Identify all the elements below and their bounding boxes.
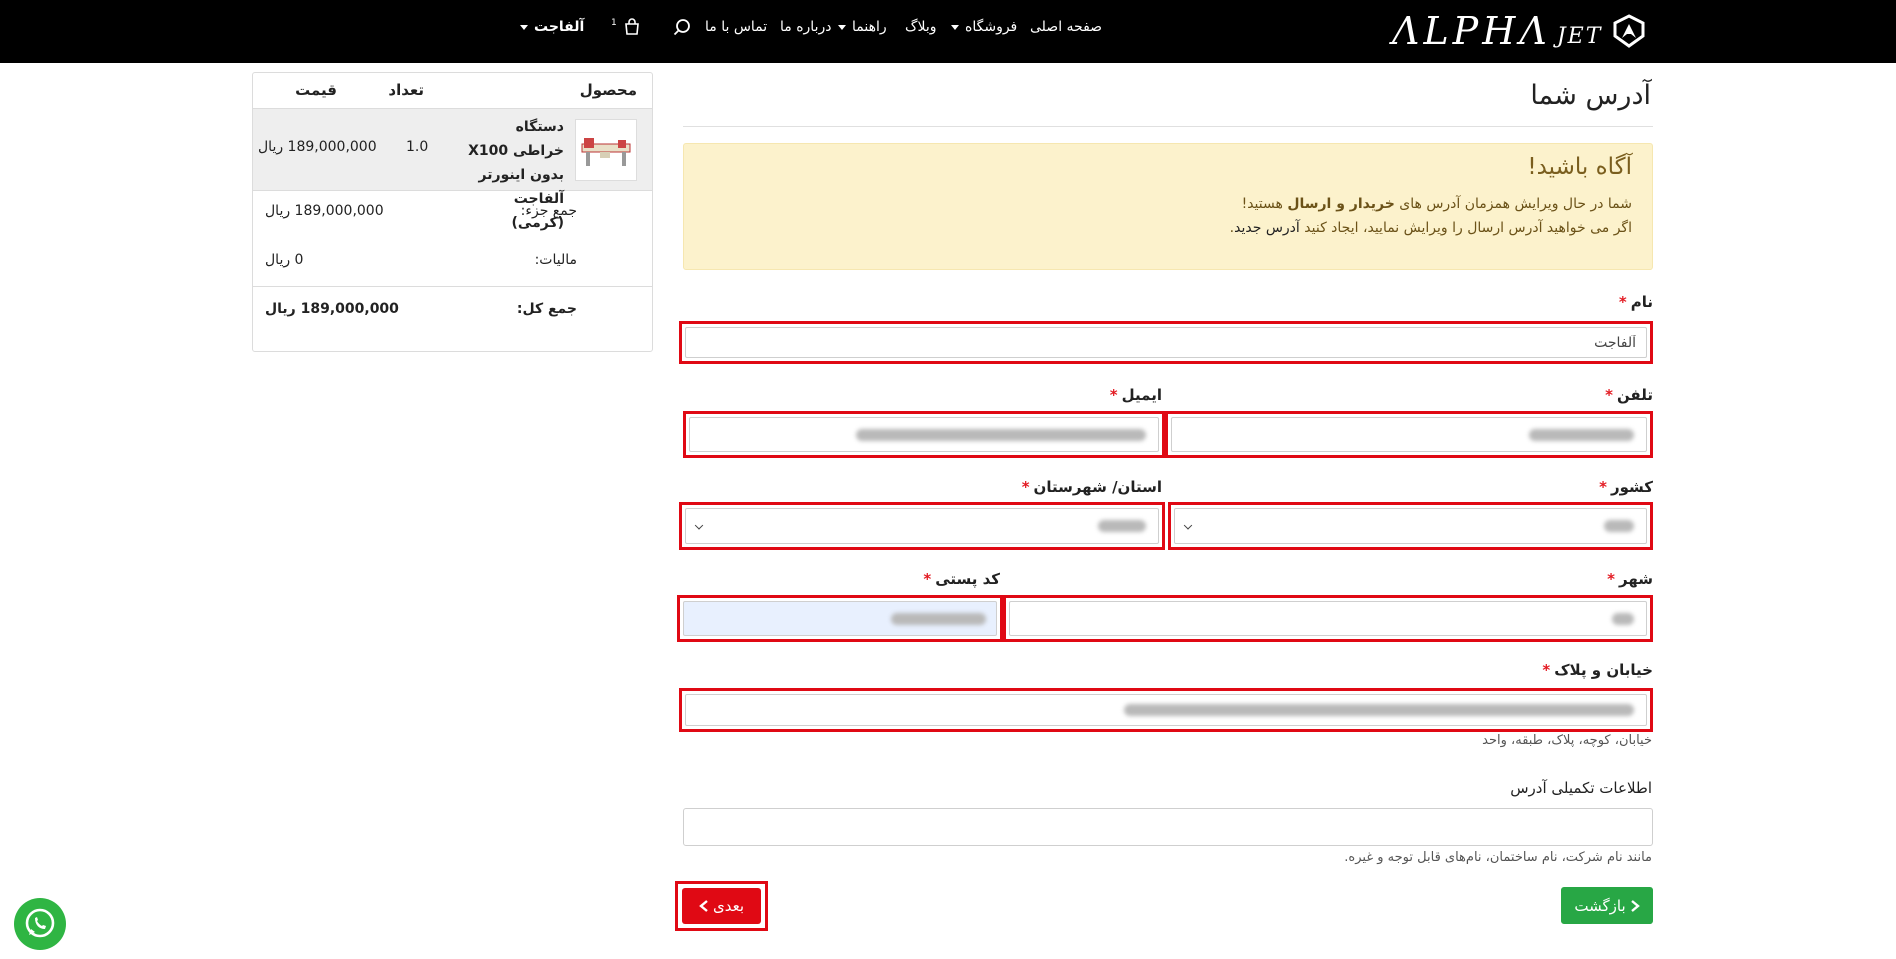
zip-field[interactable]	[677, 595, 1003, 642]
whatsapp-icon	[14, 898, 66, 950]
nav-home[interactable]: صفحه اصلی	[1030, 19, 1103, 35]
logo-mark-icon	[1612, 14, 1646, 48]
name-input[interactable]	[686, 328, 1646, 357]
logo-text: ΛLPHΛ	[1392, 9, 1551, 53]
product-name[interactable]: دستگاه خراطی X100 بدون اینورتر آلفاجت (کرمی)	[468, 119, 564, 231]
redacted-value	[1529, 429, 1634, 441]
name-label	[1619, 293, 1653, 311]
chevron-left-icon	[699, 900, 709, 912]
phone-label	[1605, 386, 1653, 404]
state-label	[1022, 478, 1162, 496]
total-value: 189,000,000 ریال	[265, 301, 399, 317]
next-button[interactable]	[682, 888, 761, 924]
subtotal-label: جمع جزء:	[520, 203, 577, 219]
col-product: محصول	[579, 81, 637, 99]
street-label-text: خیابان و پلاک	[1554, 661, 1653, 679]
redacted-value	[1098, 520, 1146, 532]
product-thumbnail[interactable]	[575, 119, 637, 181]
extra-info-label: اطلاعات تکمیلی آدرس	[1510, 779, 1652, 797]
city-label	[1607, 570, 1653, 588]
alert-text: شما در حال ویرایش همزمان آدرس های	[1399, 196, 1632, 212]
alert-line-1	[1242, 196, 1632, 212]
back-button-label: بازگشت	[1574, 896, 1626, 915]
redacted-value	[891, 613, 986, 625]
nav-shop-label: فروشگاه	[965, 19, 1018, 35]
brand-logo[interactable]	[1392, 9, 1646, 53]
nav-guide-label: راهنما	[852, 19, 887, 35]
phone-label-text: تلفن	[1616, 386, 1653, 404]
phone-field[interactable]	[1165, 411, 1653, 458]
alert-text: هستید!	[1241, 196, 1283, 212]
chevron-down-icon	[695, 521, 703, 529]
street-hint: خیابان، کوچه، پلاک، طبقه، واحد	[1482, 733, 1652, 748]
cart-count-badge: 1	[611, 18, 617, 28]
page-title: آدرس شما	[1530, 80, 1651, 111]
top-navbar	[0, 0, 1896, 63]
alert-title: آگاه باشید!	[1527, 154, 1632, 180]
nav-shop[interactable]	[951, 19, 1017, 35]
email-label	[1110, 386, 1162, 404]
chevron-down-icon	[1184, 521, 1192, 529]
col-price: قیمت	[295, 81, 337, 99]
zip-label	[923, 570, 1000, 588]
order-summary-header	[253, 73, 652, 109]
required-mark: *	[923, 570, 932, 588]
required-mark: *	[1599, 478, 1607, 496]
cart-icon[interactable]	[622, 17, 642, 37]
city-input[interactable]	[1010, 602, 1646, 635]
chevron-right-icon	[1630, 900, 1640, 912]
state-select[interactable]	[679, 502, 1165, 550]
extra-info-input[interactable]	[683, 808, 1653, 846]
chevron-down-icon	[520, 25, 528, 30]
alert-text: اگر می خواهید آدرس ارسال را ویرایش نمایید، ایجاد کنید	[1304, 220, 1632, 236]
nav-about[interactable]: درباره ما	[780, 19, 832, 35]
street-label	[1542, 661, 1653, 679]
required-mark: *	[1542, 661, 1551, 679]
required-mark: *	[1605, 386, 1613, 404]
col-qty: تعداد	[388, 81, 424, 99]
next-button-highlight	[675, 881, 768, 931]
tax-label: مالیات:	[534, 252, 577, 268]
title-divider	[683, 126, 1653, 127]
redacted-value	[1604, 520, 1634, 532]
next-button-label: بعدی	[712, 897, 745, 915]
redacted-value	[1612, 613, 1634, 625]
subtotal-value: 189,000,000 ریال	[265, 203, 384, 219]
alert-text: .	[1229, 220, 1235, 236]
total-label: جمع کل:	[516, 301, 577, 317]
name-label-text: نام	[1630, 293, 1653, 311]
alert-line-2	[1230, 220, 1632, 236]
country-label	[1599, 478, 1653, 496]
email-label-text: ایمیل	[1121, 386, 1162, 404]
email-field[interactable]	[683, 411, 1165, 458]
city-field[interactable]	[1003, 595, 1653, 642]
new-address-link[interactable]: آدرس جدید	[1234, 220, 1300, 236]
redacted-value	[856, 429, 1146, 441]
nav-blog[interactable]: وبلاگ	[905, 19, 937, 35]
required-mark: *	[1109, 386, 1118, 404]
country-select[interactable]	[1168, 502, 1653, 550]
zip-label-text: کد پستی	[935, 570, 1000, 588]
street-field[interactable]	[679, 688, 1653, 732]
chevron-down-icon	[951, 25, 959, 30]
tax-value: 0 ریال	[265, 252, 304, 268]
account-menu[interactable]	[520, 19, 584, 35]
name-field[interactable]	[679, 321, 1653, 364]
city-label-text: شهر	[1619, 570, 1653, 588]
required-mark: *	[1021, 478, 1030, 496]
warning-alert	[683, 143, 1653, 270]
product-price: 189,000,000 ریال	[258, 139, 377, 155]
product-qty: 1.0	[406, 139, 429, 155]
country-label-text: کشور	[1610, 478, 1653, 496]
logo-subtext: JET	[1556, 23, 1603, 49]
redacted-value	[1124, 704, 1634, 716]
account-menu-label: آلفاجت	[534, 19, 585, 35]
nav-guide[interactable]	[838, 19, 887, 35]
required-mark: *	[1618, 293, 1627, 311]
alert-emphasis: خریدار و ارسال	[1287, 196, 1395, 212]
back-button[interactable]	[1561, 887, 1653, 924]
required-mark: *	[1607, 570, 1616, 588]
order-summary	[252, 72, 653, 352]
whatsapp-button[interactable]	[14, 898, 66, 950]
search-icon[interactable]	[672, 17, 692, 37]
chevron-down-icon	[838, 25, 846, 30]
state-label-text: استان/ شهرستان	[1033, 478, 1162, 496]
summary-divider	[253, 286, 652, 287]
lathe-machine-icon	[576, 120, 636, 180]
extra-info-hint: مانند نام شرکت، نام ساختمان، نام‌های قابل توجه و غیره.	[1344, 850, 1652, 865]
nav-contact[interactable]: تماس با ما	[705, 19, 768, 35]
